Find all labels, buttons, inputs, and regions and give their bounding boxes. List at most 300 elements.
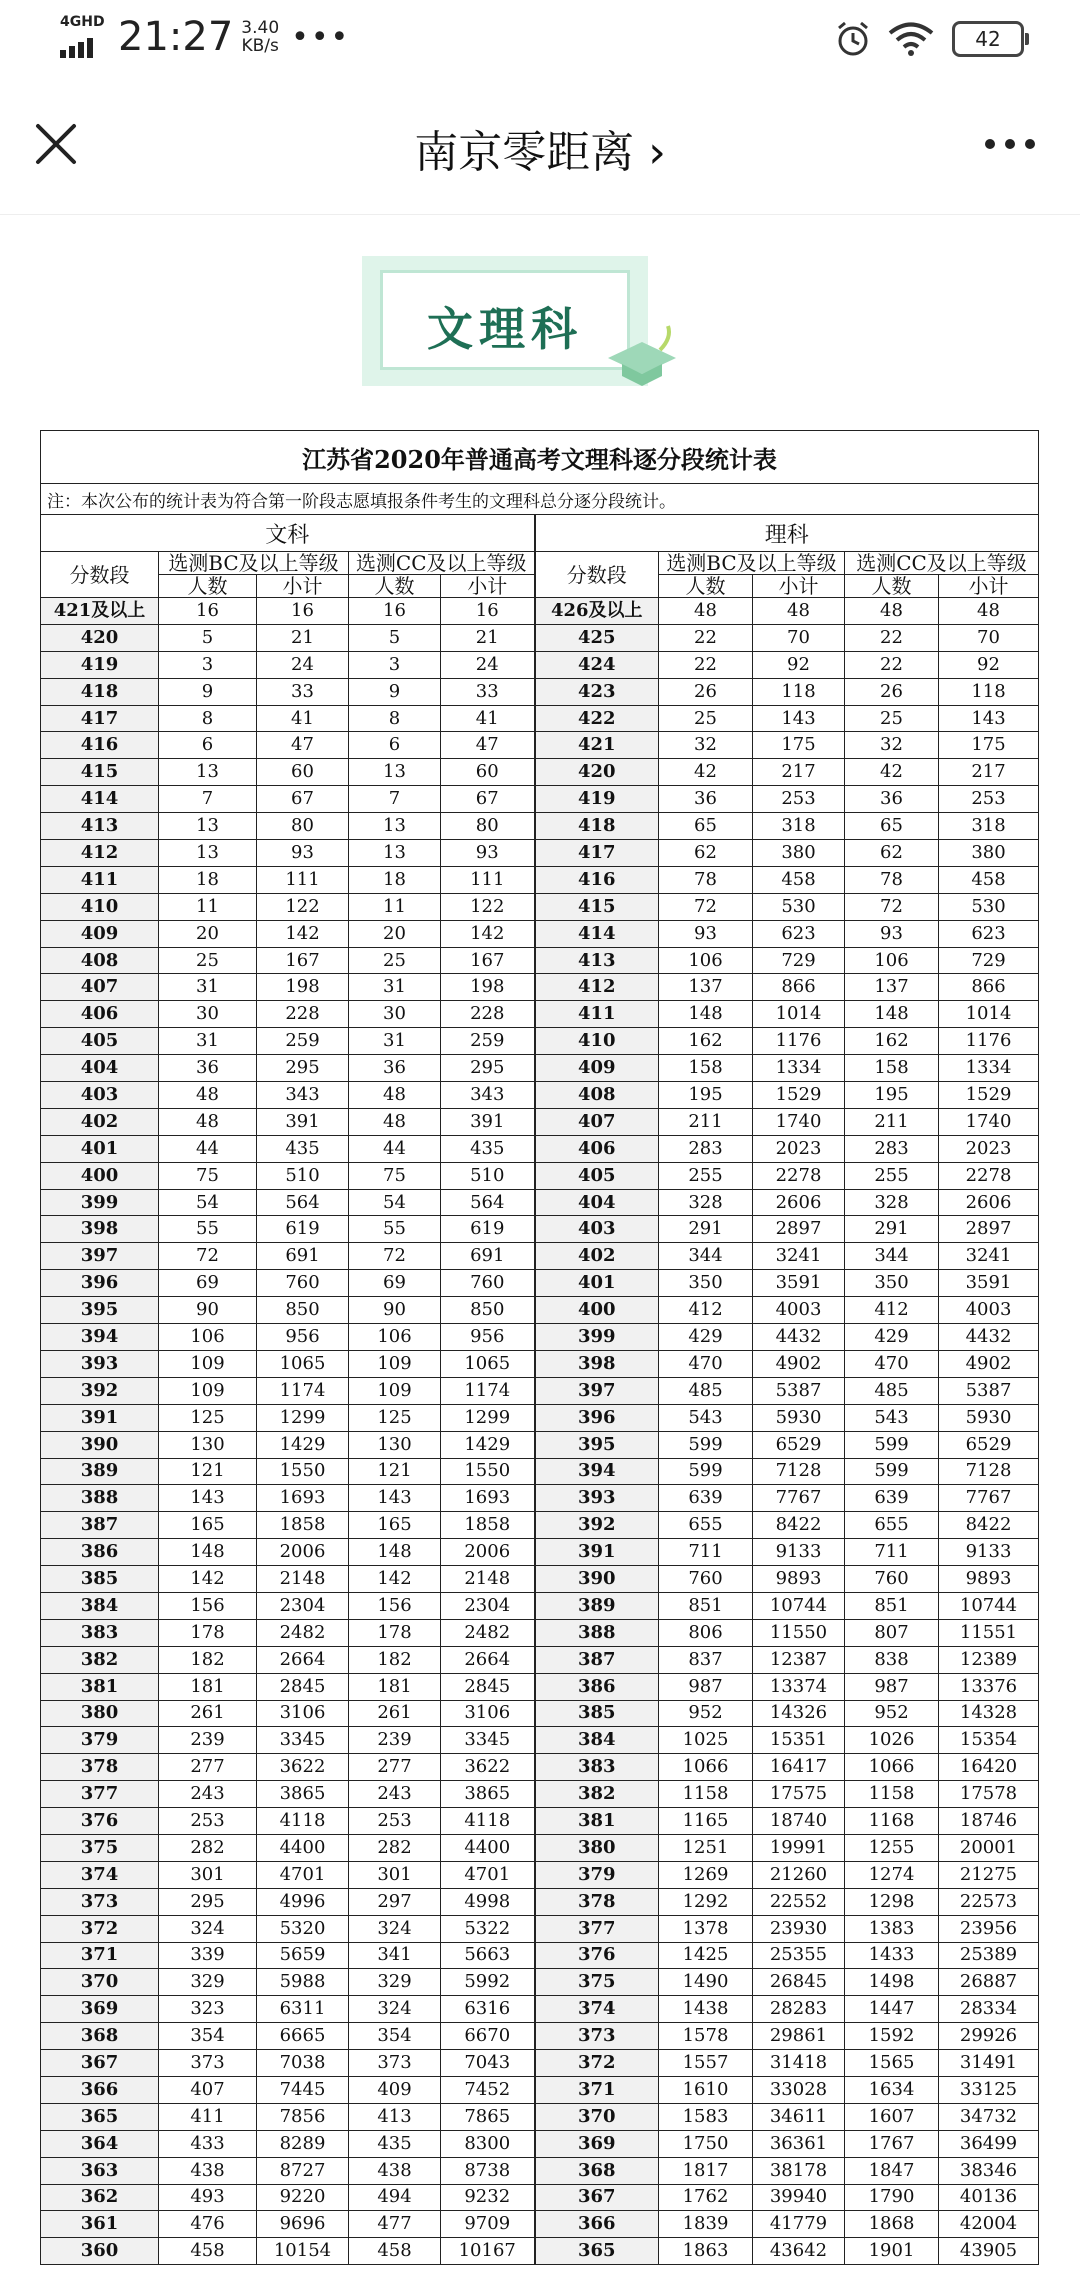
cc-header: 选测CC及以上等级 bbox=[845, 552, 1039, 575]
score-cell: 411 bbox=[535, 1001, 659, 1028]
value-cell: 69 bbox=[349, 1270, 441, 1297]
score-column-header: 分数段 bbox=[41, 552, 159, 598]
count-header: 人数 bbox=[159, 575, 257, 598]
value-cell: 510 bbox=[441, 1162, 535, 1189]
value-cell: 1425 bbox=[659, 1942, 753, 1969]
value-cell: 156 bbox=[159, 1592, 257, 1619]
score-cell: 394 bbox=[535, 1458, 659, 1485]
value-cell: 3591 bbox=[939, 1270, 1039, 1297]
value-cell: 530 bbox=[939, 893, 1039, 920]
score-cell: 408 bbox=[41, 947, 159, 974]
value-cell: 476 bbox=[159, 2211, 257, 2238]
score-cell: 386 bbox=[535, 1673, 659, 1700]
value-cell: 60 bbox=[257, 759, 349, 786]
value-cell: 1176 bbox=[753, 1028, 845, 1055]
score-cell: 421 bbox=[535, 732, 659, 759]
clock: 21:27 bbox=[118, 14, 234, 60]
value-cell: 33 bbox=[257, 678, 349, 705]
value-cell: 28283 bbox=[753, 1996, 845, 2023]
value-cell: 13376 bbox=[939, 1673, 1039, 1700]
score-cell: 362 bbox=[41, 2184, 159, 2211]
score-cell: 404 bbox=[535, 1189, 659, 1216]
more-dots-icon[interactable] bbox=[980, 124, 1040, 164]
value-cell: 5930 bbox=[753, 1404, 845, 1431]
value-cell: 1429 bbox=[441, 1431, 535, 1458]
value-cell: 283 bbox=[845, 1135, 939, 1162]
value-cell: 142 bbox=[441, 920, 535, 947]
value-cell: 65 bbox=[845, 813, 939, 840]
value-cell: 1299 bbox=[257, 1404, 349, 1431]
value-cell: 67 bbox=[257, 786, 349, 813]
value-cell: 329 bbox=[159, 1969, 257, 1996]
value-cell: 837 bbox=[659, 1646, 753, 1673]
value-cell: 5 bbox=[349, 624, 441, 651]
table-row bbox=[41, 1754, 1039, 1781]
score-cell: 368 bbox=[535, 2157, 659, 2184]
value-cell: 5988 bbox=[257, 1969, 349, 1996]
value-cell: 2664 bbox=[257, 1646, 349, 1673]
score-cell: 385 bbox=[535, 1700, 659, 1727]
value-cell: 623 bbox=[753, 920, 845, 947]
value-cell: 619 bbox=[441, 1216, 535, 1243]
table-row bbox=[41, 1969, 1039, 1996]
value-cell: 90 bbox=[349, 1297, 441, 1324]
value-cell: 1839 bbox=[659, 2211, 753, 2238]
value-cell: 106 bbox=[349, 1324, 441, 1351]
value-cell: 8 bbox=[159, 705, 257, 732]
value-cell: 1565 bbox=[845, 2050, 939, 2077]
score-cell: 409 bbox=[535, 1055, 659, 1082]
value-cell: 851 bbox=[659, 1592, 753, 1619]
value-cell: 1740 bbox=[939, 1108, 1039, 1135]
value-cell: 42 bbox=[845, 759, 939, 786]
value-cell: 339 bbox=[159, 1942, 257, 1969]
value-cell: 48 bbox=[659, 598, 753, 625]
value-cell: 31418 bbox=[753, 2050, 845, 2077]
value-cell: 11 bbox=[349, 893, 441, 920]
value-cell: 31 bbox=[159, 974, 257, 1001]
value-cell: 1578 bbox=[659, 2023, 753, 2050]
value-cell: 253 bbox=[753, 786, 845, 813]
score-cell: 388 bbox=[41, 1485, 159, 1512]
score-cell: 400 bbox=[41, 1162, 159, 1189]
value-cell: 92 bbox=[753, 651, 845, 678]
table-row bbox=[41, 1727, 1039, 1754]
score-cell: 374 bbox=[535, 1996, 659, 2023]
value-cell: 36 bbox=[845, 786, 939, 813]
subtotal-header: 小计 bbox=[753, 575, 845, 598]
value-cell: 20001 bbox=[939, 1834, 1039, 1861]
value-cell: 130 bbox=[159, 1431, 257, 1458]
network-type: 4GHD bbox=[60, 14, 105, 30]
value-cell: 48 bbox=[159, 1108, 257, 1135]
cc-header: 选测CC及以上等级 bbox=[349, 552, 535, 575]
value-cell: 182 bbox=[349, 1646, 441, 1673]
table-row bbox=[41, 1592, 1039, 1619]
value-cell: 18 bbox=[349, 866, 441, 893]
value-cell: 22552 bbox=[753, 1888, 845, 1915]
value-cell: 5992 bbox=[441, 1969, 535, 1996]
value-cell: 866 bbox=[939, 974, 1039, 1001]
value-cell: 10167 bbox=[441, 2238, 535, 2265]
value-cell: 458 bbox=[753, 866, 845, 893]
score-cell: 403 bbox=[41, 1082, 159, 1109]
value-cell: 111 bbox=[257, 866, 349, 893]
value-cell: 4400 bbox=[441, 1834, 535, 1861]
value-cell: 36 bbox=[159, 1055, 257, 1082]
value-cell: 3865 bbox=[441, 1781, 535, 1808]
table-row bbox=[41, 1808, 1039, 1835]
value-cell: 16420 bbox=[939, 1754, 1039, 1781]
value-cell: 137 bbox=[659, 974, 753, 1001]
score-cell: 381 bbox=[535, 1808, 659, 1835]
value-cell: 291 bbox=[845, 1216, 939, 1243]
value-cell: 148 bbox=[159, 1539, 257, 1566]
value-cell: 1740 bbox=[753, 1108, 845, 1135]
score-cell: 405 bbox=[41, 1028, 159, 1055]
value-cell: 9 bbox=[159, 678, 257, 705]
subtotal-header: 小计 bbox=[257, 575, 349, 598]
value-cell: 137 bbox=[845, 974, 939, 1001]
network-speed: 3.40 KB/s bbox=[241, 18, 280, 56]
score-cell: 423 bbox=[535, 678, 659, 705]
score-cell: 376 bbox=[535, 1942, 659, 1969]
value-cell: 72 bbox=[659, 893, 753, 920]
score-cell: 396 bbox=[41, 1270, 159, 1297]
table-row bbox=[41, 1135, 1039, 1162]
value-cell: 70 bbox=[753, 624, 845, 651]
value-cell: 3345 bbox=[441, 1727, 535, 1754]
value-cell: 1298 bbox=[845, 1888, 939, 1915]
value-cell: 4998 bbox=[441, 1888, 535, 1915]
value-cell: 344 bbox=[659, 1243, 753, 1270]
value-cell: 22 bbox=[845, 624, 939, 651]
value-cell: 195 bbox=[659, 1082, 753, 1109]
score-cell: 399 bbox=[535, 1324, 659, 1351]
score-cell: 414 bbox=[535, 920, 659, 947]
value-cell: 1158 bbox=[659, 1781, 753, 1808]
value-cell: 3 bbox=[349, 651, 441, 678]
value-cell: 55 bbox=[159, 1216, 257, 1243]
score-cell: 371 bbox=[535, 2076, 659, 2103]
value-cell: 9709 bbox=[441, 2211, 535, 2238]
value-cell: 7452 bbox=[441, 2076, 535, 2103]
value-cell: 807 bbox=[845, 1619, 939, 1646]
table-row bbox=[41, 1834, 1039, 1861]
table-row bbox=[41, 1108, 1039, 1135]
score-cell: 373 bbox=[41, 1888, 159, 1915]
value-cell: 411 bbox=[159, 2103, 257, 2130]
table-row bbox=[41, 1243, 1039, 1270]
value-cell: 9893 bbox=[753, 1566, 845, 1593]
status-bar bbox=[0, 0, 1080, 80]
value-cell: 350 bbox=[845, 1270, 939, 1297]
value-cell: 350 bbox=[659, 1270, 753, 1297]
value-cell: 1168 bbox=[845, 1808, 939, 1835]
value-cell: 7445 bbox=[257, 2076, 349, 2103]
value-cell: 18 bbox=[159, 866, 257, 893]
value-cell: 485 bbox=[845, 1377, 939, 1404]
score-cell: 387 bbox=[535, 1646, 659, 1673]
table-row bbox=[41, 1566, 1039, 1593]
score-cell: 417 bbox=[41, 705, 159, 732]
value-cell: 195 bbox=[845, 1082, 939, 1109]
value-cell: 16 bbox=[257, 598, 349, 625]
table-row bbox=[41, 947, 1039, 974]
value-cell: 477 bbox=[349, 2211, 441, 2238]
table-row bbox=[41, 920, 1039, 947]
value-cell: 243 bbox=[349, 1781, 441, 1808]
value-cell: 109 bbox=[159, 1377, 257, 1404]
score-cell: 384 bbox=[41, 1592, 159, 1619]
value-cell: 1583 bbox=[659, 2103, 753, 2130]
value-cell: 543 bbox=[659, 1404, 753, 1431]
table-row bbox=[41, 1996, 1039, 2023]
value-cell: 130 bbox=[349, 1431, 441, 1458]
score-cell: 409 bbox=[41, 920, 159, 947]
value-cell: 41 bbox=[257, 705, 349, 732]
value-cell: 510 bbox=[257, 1162, 349, 1189]
value-cell: 760 bbox=[845, 1566, 939, 1593]
score-cell: 412 bbox=[41, 840, 159, 867]
value-cell: 261 bbox=[349, 1700, 441, 1727]
value-cell: 7038 bbox=[257, 2050, 349, 2077]
value-cell: 143 bbox=[939, 705, 1039, 732]
value-cell: 9133 bbox=[753, 1539, 845, 1566]
value-cell: 343 bbox=[441, 1082, 535, 1109]
score-cell: 404 bbox=[41, 1055, 159, 1082]
value-cell: 413 bbox=[349, 2103, 441, 2130]
value-cell: 198 bbox=[441, 974, 535, 1001]
value-cell: 1383 bbox=[845, 1915, 939, 1942]
value-cell: 93 bbox=[257, 840, 349, 867]
value-cell: 14328 bbox=[939, 1700, 1039, 1727]
value-cell: 8422 bbox=[939, 1512, 1039, 1539]
value-cell: 2845 bbox=[441, 1673, 535, 1700]
section-banner bbox=[362, 256, 648, 386]
score-cell: 400 bbox=[535, 1297, 659, 1324]
value-cell: 28334 bbox=[939, 1996, 1039, 2023]
value-cell: 20 bbox=[349, 920, 441, 947]
value-cell: 1693 bbox=[441, 1485, 535, 1512]
value-cell: 33125 bbox=[939, 2076, 1039, 2103]
value-cell: 25355 bbox=[753, 1942, 845, 1969]
value-cell: 2845 bbox=[257, 1673, 349, 1700]
table-row bbox=[41, 2184, 1039, 2211]
value-cell: 1447 bbox=[845, 1996, 939, 2023]
value-cell: 1026 bbox=[845, 1727, 939, 1754]
value-cell: 22 bbox=[845, 651, 939, 678]
value-cell: 26 bbox=[659, 678, 753, 705]
banner-title: 文理科 bbox=[427, 302, 583, 356]
value-cell: 564 bbox=[441, 1189, 535, 1216]
value-cell: 1014 bbox=[753, 1001, 845, 1028]
value-cell: 38178 bbox=[753, 2157, 845, 2184]
value-cell: 341 bbox=[349, 1942, 441, 1969]
value-cell: 1858 bbox=[257, 1512, 349, 1539]
value-cell: 33028 bbox=[753, 2076, 845, 2103]
title-bar bbox=[0, 80, 1080, 215]
value-cell: 277 bbox=[159, 1754, 257, 1781]
value-cell: 55 bbox=[349, 1216, 441, 1243]
table-row bbox=[41, 1350, 1039, 1377]
value-cell: 23930 bbox=[753, 1915, 845, 1942]
value-cell: 33 bbox=[441, 678, 535, 705]
value-cell: 458 bbox=[349, 2238, 441, 2265]
score-cell: 364 bbox=[41, 2130, 159, 2157]
value-cell: 2482 bbox=[257, 1619, 349, 1646]
value-cell: 8289 bbox=[257, 2130, 349, 2157]
value-cell: 67 bbox=[441, 786, 535, 813]
value-cell: 34611 bbox=[753, 2103, 845, 2130]
value-cell: 24 bbox=[441, 651, 535, 678]
value-cell: 1334 bbox=[939, 1055, 1039, 1082]
value-cell: 11550 bbox=[753, 1619, 845, 1646]
page-title[interactable]: 南京零距离 › bbox=[414, 127, 666, 178]
score-cell: 420 bbox=[41, 624, 159, 651]
value-cell: 109 bbox=[349, 1350, 441, 1377]
value-cell: 54 bbox=[349, 1189, 441, 1216]
value-cell: 952 bbox=[845, 1700, 939, 1727]
value-cell: 956 bbox=[257, 1324, 349, 1351]
value-cell: 412 bbox=[845, 1297, 939, 1324]
table-row bbox=[41, 2130, 1039, 2157]
value-cell: 39940 bbox=[753, 2184, 845, 2211]
score-cell: 370 bbox=[535, 2103, 659, 2130]
value-cell: 9 bbox=[349, 678, 441, 705]
value-cell: 122 bbox=[441, 893, 535, 920]
value-cell: 13 bbox=[159, 813, 257, 840]
value-cell: 10154 bbox=[257, 2238, 349, 2265]
value-cell: 31 bbox=[349, 1028, 441, 1055]
value-cell: 1292 bbox=[659, 1888, 753, 1915]
value-cell: 5320 bbox=[257, 1915, 349, 1942]
battery-indicator: 42 bbox=[952, 21, 1024, 57]
score-cell: 381 bbox=[41, 1673, 159, 1700]
value-cell: 2278 bbox=[753, 1162, 845, 1189]
score-cell: 382 bbox=[535, 1781, 659, 1808]
value-cell: 44 bbox=[159, 1135, 257, 1162]
value-cell: 1858 bbox=[441, 1512, 535, 1539]
value-cell: 143 bbox=[159, 1485, 257, 1512]
value-cell: 106 bbox=[845, 947, 939, 974]
table-row bbox=[41, 705, 1039, 732]
value-cell: 17575 bbox=[753, 1781, 845, 1808]
table-row bbox=[41, 1888, 1039, 1915]
table-row bbox=[41, 2211, 1039, 2238]
value-cell: 7856 bbox=[257, 2103, 349, 2130]
value-cell: 121 bbox=[349, 1458, 441, 1485]
value-cell: 1607 bbox=[845, 2103, 939, 2130]
value-cell: 16 bbox=[349, 598, 441, 625]
value-cell: 4432 bbox=[939, 1324, 1039, 1351]
value-cell: 11 bbox=[159, 893, 257, 920]
value-cell: 22 bbox=[659, 624, 753, 651]
score-cell: 363 bbox=[41, 2157, 159, 2184]
value-cell: 162 bbox=[659, 1028, 753, 1055]
score-cell: 366 bbox=[41, 2076, 159, 2103]
value-cell: 181 bbox=[349, 1673, 441, 1700]
score-cell: 382 bbox=[41, 1646, 159, 1673]
value-cell: 142 bbox=[349, 1566, 441, 1593]
table-row bbox=[41, 651, 1039, 678]
value-cell: 619 bbox=[257, 1216, 349, 1243]
value-cell: 3345 bbox=[257, 1727, 349, 1754]
wen-section-header: 文科 bbox=[41, 515, 535, 552]
value-cell: 10744 bbox=[939, 1592, 1039, 1619]
value-cell: 639 bbox=[845, 1485, 939, 1512]
table-row bbox=[41, 1216, 1039, 1243]
value-cell: 253 bbox=[939, 786, 1039, 813]
score-cell: 406 bbox=[41, 1001, 159, 1028]
value-cell: 148 bbox=[349, 1539, 441, 1566]
value-cell: 6665 bbox=[257, 2023, 349, 2050]
value-cell: 1429 bbox=[257, 1431, 349, 1458]
value-cell: 435 bbox=[441, 1135, 535, 1162]
value-cell: 29861 bbox=[753, 2023, 845, 2050]
value-cell: 41779 bbox=[753, 2211, 845, 2238]
value-cell: 26845 bbox=[753, 1969, 845, 1996]
value-cell: 80 bbox=[441, 813, 535, 840]
value-cell: 18746 bbox=[939, 1808, 1039, 1835]
value-cell: 429 bbox=[659, 1324, 753, 1351]
value-cell: 239 bbox=[349, 1727, 441, 1754]
value-cell: 435 bbox=[257, 1135, 349, 1162]
value-cell: 1378 bbox=[659, 1915, 753, 1942]
value-cell: 4400 bbox=[257, 1834, 349, 1861]
value-cell: 178 bbox=[349, 1619, 441, 1646]
score-cell: 424 bbox=[535, 651, 659, 678]
value-cell: 72 bbox=[159, 1243, 257, 1270]
value-cell: 283 bbox=[659, 1135, 753, 1162]
score-cell: 405 bbox=[535, 1162, 659, 1189]
value-cell: 354 bbox=[349, 2023, 441, 2050]
score-cell: 407 bbox=[41, 974, 159, 1001]
score-cell: 410 bbox=[535, 1028, 659, 1055]
value-cell: 8300 bbox=[441, 2130, 535, 2157]
value-cell: 2606 bbox=[753, 1189, 845, 1216]
score-cell: 419 bbox=[41, 651, 159, 678]
value-cell: 92 bbox=[939, 651, 1039, 678]
value-cell: 16 bbox=[441, 598, 535, 625]
value-cell: 16 bbox=[159, 598, 257, 625]
score-cell: 425 bbox=[535, 624, 659, 651]
table-row bbox=[41, 1001, 1039, 1028]
score-cell: 401 bbox=[535, 1270, 659, 1297]
signal-icon bbox=[60, 14, 104, 60]
score-cell: 398 bbox=[41, 1216, 159, 1243]
value-cell: 458 bbox=[939, 866, 1039, 893]
value-cell: 13 bbox=[159, 759, 257, 786]
value-cell: 301 bbox=[349, 1861, 441, 1888]
value-cell: 328 bbox=[659, 1189, 753, 1216]
score-cell: 366 bbox=[535, 2211, 659, 2238]
value-cell: 47 bbox=[257, 732, 349, 759]
value-cell: 7767 bbox=[939, 1485, 1039, 1512]
score-cell: 416 bbox=[535, 866, 659, 893]
score-cell: 370 bbox=[41, 1969, 159, 1996]
value-cell: 4003 bbox=[939, 1297, 1039, 1324]
value-cell: 987 bbox=[845, 1673, 939, 1700]
score-cell: 375 bbox=[41, 1834, 159, 1861]
value-cell: 1529 bbox=[939, 1082, 1039, 1109]
value-cell: 691 bbox=[257, 1243, 349, 1270]
value-cell: 62 bbox=[659, 840, 753, 867]
value-cell: 8727 bbox=[257, 2157, 349, 2184]
value-cell: 21260 bbox=[753, 1861, 845, 1888]
value-cell: 7128 bbox=[939, 1458, 1039, 1485]
table-row bbox=[41, 1942, 1039, 1969]
